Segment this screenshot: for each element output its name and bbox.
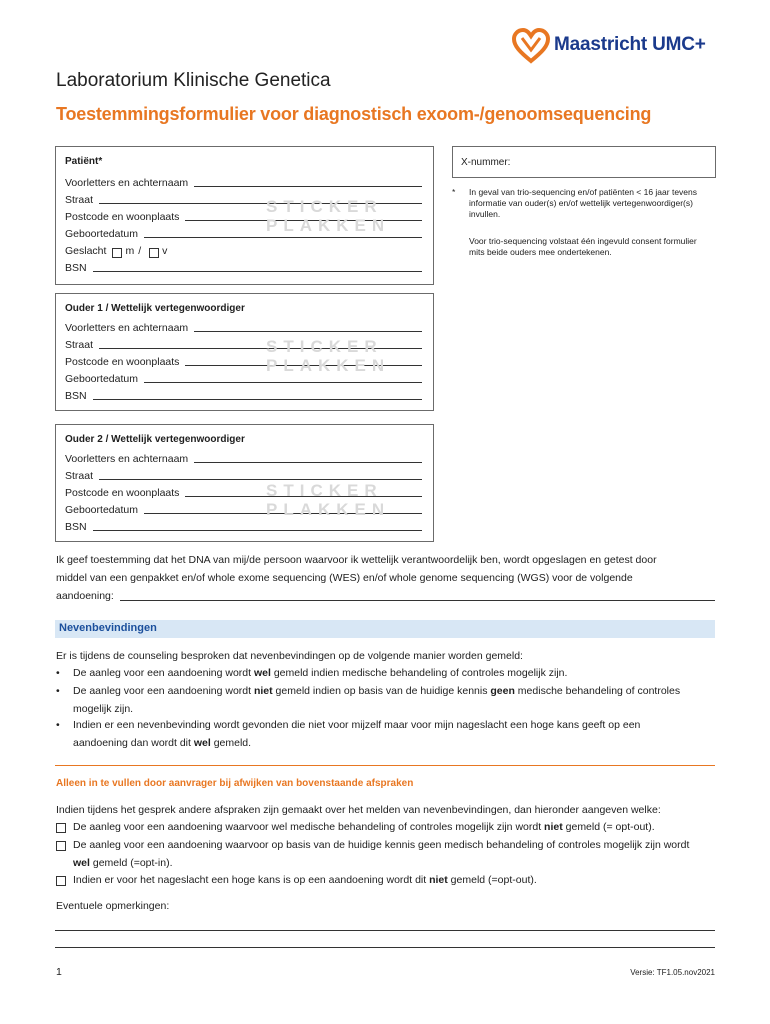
note-trio-consent: Voor trio-sequencing volstaat één ingevuld consent formulier mits beide ouders mee ondertekenen. (469, 236, 697, 257)
text: gemeld (=opt-in). (89, 857, 173, 869)
patient-name-field[interactable] (65, 175, 422, 189)
remarks-line-2[interactable] (55, 947, 715, 948)
field-label: BSN (65, 262, 87, 274)
field-label: Postcode en woonplaats (65, 211, 180, 223)
parent2-bsn-field[interactable] (65, 519, 422, 533)
sticker-line1: STICKER (266, 481, 383, 500)
bold-text: wel (253, 667, 271, 679)
opt-out-offspring-checkbox[interactable] (56, 876, 66, 886)
sticker-line2: PLAKKEN (266, 356, 391, 375)
field-label: Straat (65, 194, 94, 206)
field-label: Postcode en woonplaats (65, 356, 180, 368)
sticker-line2: PLAKKEN (266, 216, 391, 235)
logo-text: Maastricht UMC+ (554, 34, 706, 55)
gender-v-label: v (162, 245, 168, 257)
condition-input-line[interactable] (120, 600, 715, 601)
field-label: Postcode en woonplaats (65, 487, 180, 499)
sticker-placeholder (266, 337, 390, 375)
parent2-box (55, 424, 434, 542)
version-label: Versie: TF1.05.nov2021 (630, 968, 715, 977)
remarks-line-1[interactable] (55, 930, 715, 931)
gender-separator: / (138, 245, 142, 257)
bold-text: wel (193, 737, 211, 749)
option-opt-out-treatable (56, 818, 716, 836)
text: Indien er een nevenbevinding wordt gevonden die niet voor mijzelf maar voor mijn nageslacht een hoge kans geeft op een aandoening dan wordt dit (73, 719, 641, 749)
text: gemeld (=opt-out). (447, 874, 537, 886)
bold-text: niet (429, 874, 448, 886)
nevenbevindingen-header (55, 620, 715, 638)
field-label: Straat (65, 339, 94, 351)
text: gemeld indien op basis van de huidige kennis (272, 685, 491, 697)
field-label: BSN (65, 390, 87, 402)
text: De aanleg voor een aandoening waarvoor wel medische behandeling of controles mogelijk zijn wordt (73, 821, 545, 833)
gender-v-checkbox[interactable] (149, 248, 159, 258)
patient-bsn-field[interactable] (65, 260, 422, 274)
form-title: Toestemmingsformulier voor diagnostisch exoom-/genoomsequencing (56, 104, 652, 124)
field-label: Geslacht (65, 245, 107, 257)
bold-text: niet (544, 821, 563, 833)
bold-text: niet (253, 685, 273, 697)
x-nummer-label: X-nummer: (461, 157, 511, 168)
bullet: • (56, 685, 60, 697)
patient-gender-field (65, 243, 265, 257)
field-label: Voorletters en achternaam (65, 322, 189, 334)
bold-text: geen (490, 685, 515, 697)
parent2-box-title: Ouder 2 / Wettelijk vertegenwoordiger (65, 434, 245, 445)
opt-in-untreatable-checkbox[interactable] (56, 841, 66, 851)
patient-box-title: Patiënt* (65, 156, 103, 167)
section-divider (55, 765, 715, 766)
field-label: Straat (65, 470, 94, 482)
nevenbevindingen-title: Nevenbevindingen (59, 622, 157, 634)
parent1-box (55, 293, 434, 411)
list-item (56, 682, 716, 718)
nevenbevindingen-intro: Er is tijdens de counseling besproken dat nevenbevindingen op de volgende manier worden gemeld: (56, 650, 523, 662)
consent-condition-label: aandoening: (56, 590, 114, 602)
sticker-line1: STICKER (266, 197, 383, 216)
parent1-box-title: Ouder 1 / Wettelijk vertegenwoordiger (65, 303, 245, 314)
consent-line1: Ik geef toestemming dat het DNA van mij/de persoon waarvoor ik wettelijk verantwoordelijk ben, wordt opgeslagen en getest door (56, 554, 657, 566)
sticker-placeholder (266, 481, 390, 519)
field-label: Voorletters en achternaam (65, 453, 189, 465)
text: De aanleg voor een aandoening wordt (73, 667, 254, 679)
afwijken-intro: Indien tijdens het gesprek andere afspraken zijn gemaakt over het melden van nevenbevindingen, dan hieronder aangeven welke: (56, 804, 661, 816)
x-nummer-field[interactable] (452, 146, 716, 178)
page-number: 1 (56, 966, 62, 978)
text: Indien er voor het nageslacht een hoge kans is op een aandoening wordt dit (73, 874, 430, 886)
maastricht-umc-logo (512, 28, 722, 64)
gender-m-checkbox[interactable] (112, 248, 122, 258)
list-item (56, 664, 716, 682)
afwijken-title: Alleen in te vullen door aanvrager bij afwijken van bovenstaande afspraken (56, 778, 414, 789)
note-trio-info: In geval van trio-sequencing en/of patiënten < 16 jaar tevens informatie van ouder(s) en/of wettelijk vertegenwoordiger(s) invullen. (469, 187, 698, 219)
bullet: • (56, 667, 60, 679)
field-label: Geboortedatum (65, 504, 138, 516)
text: gemeld. (210, 737, 252, 749)
field-label: Geboortedatum (65, 373, 138, 385)
consent-line2: middel van een genpakket en/of whole exome sequencing (WES) en/of whole genome sequencing (WGS) voor de volgende (56, 572, 633, 584)
remarks-label: Eventuele opmerkingen: (56, 900, 170, 912)
text: gemeld (= opt-out). (562, 821, 655, 833)
bold-text: wel (73, 857, 90, 869)
field-label: Voorletters en achternaam (65, 177, 189, 189)
bullet: • (56, 719, 60, 731)
note-star: * (452, 187, 456, 197)
option-opt-out-offspring (56, 871, 716, 889)
lab-title: Laboratorium Klinische Genetica (56, 70, 331, 91)
text: gemeld indien medische behandeling of controles mogelijk zijn. (270, 667, 568, 679)
opt-out-treatable-checkbox[interactable] (56, 823, 66, 833)
sticker-placeholder (266, 197, 390, 235)
patient-box (55, 146, 434, 285)
parent2-street-field[interactable] (65, 468, 422, 482)
parent1-name-field[interactable] (65, 320, 422, 334)
text: De aanleg voor een aandoening wordt (73, 685, 254, 697)
sticker-line2: PLAKKEN (266, 500, 391, 519)
list-item (56, 716, 716, 752)
field-label: Geboortedatum (65, 228, 138, 240)
sticker-line1: STICKER (266, 337, 383, 356)
text: medische behandeling of controles mogelijk zijn. (73, 685, 681, 715)
parent1-bsn-field[interactable] (65, 388, 422, 402)
heart-logo-icon (512, 28, 550, 64)
field-label: BSN (65, 521, 87, 533)
option-opt-in-untreatable (56, 836, 716, 872)
gender-m-label: m (125, 245, 135, 257)
parent2-name-field[interactable] (65, 451, 422, 465)
text: De aanleg voor een aandoening waarvoor op basis van de huidige kennis geen medisch behandeling of controles mogelijk zijn wordt (73, 839, 690, 851)
